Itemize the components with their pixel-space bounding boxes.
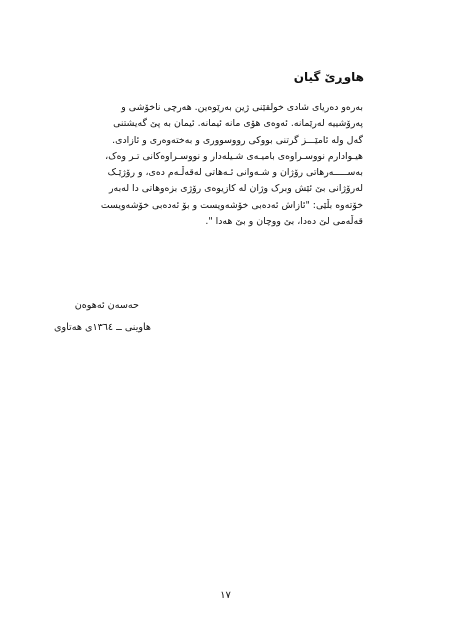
paragraph-line: هیـوادارم نووسـراوەی بامیـەی شـیلەدار و نووسـراوەکانی تـر وەک،	[105, 150, 363, 162]
page-title: هاوڕێ گیان	[293, 70, 364, 84]
paragraph-line: لەرۆژانی بێ ئێش وبرک وژان لە کازیوەی رۆژی بزەوهاتی دا لەبەر	[109, 183, 363, 195]
page-number: ١٧	[220, 590, 231, 601]
body-paragraph	[73, 100, 363, 230]
paragraph-line: گەل ولە ئامێـــز گرتنی بووکی رووسووری و بەختەوەری و ئازادی.	[112, 134, 363, 146]
paragraph-line: پەرۆشییە لەرێمانە. ئەوەی هۆی مانە ئیمانە. ئیمان بە پێ گەیشتنی	[113, 118, 363, 130]
paragraph-line: قەڵەمی لێ دەدا، بێ ووچان و بێ هەدا ".	[205, 216, 363, 228]
signature-block	[54, 295, 151, 339]
paragraph-line: بەســـــەرهاتی رۆژان و شـەوانی ئـەهاتی لەقەڵـەم دەی، و رۆژێـک	[107, 167, 363, 179]
paragraph-line: بەرەو دەریای شادی خولقێنی ژین بەرێوەین. هەرچی ناخۆشی و	[121, 102, 363, 113]
paragraph-line: خۆتەوە بڵێی: "ئازاش ئەدەبی خۆشەویست و بۆ ئەدەبی خۆشەویست	[100, 199, 363, 211]
signature-date: هاوینی ــ ١٣٦٤ی هەتاوی	[53, 322, 151, 333]
author-name: حەسەن ئەهوەن	[74, 300, 139, 311]
